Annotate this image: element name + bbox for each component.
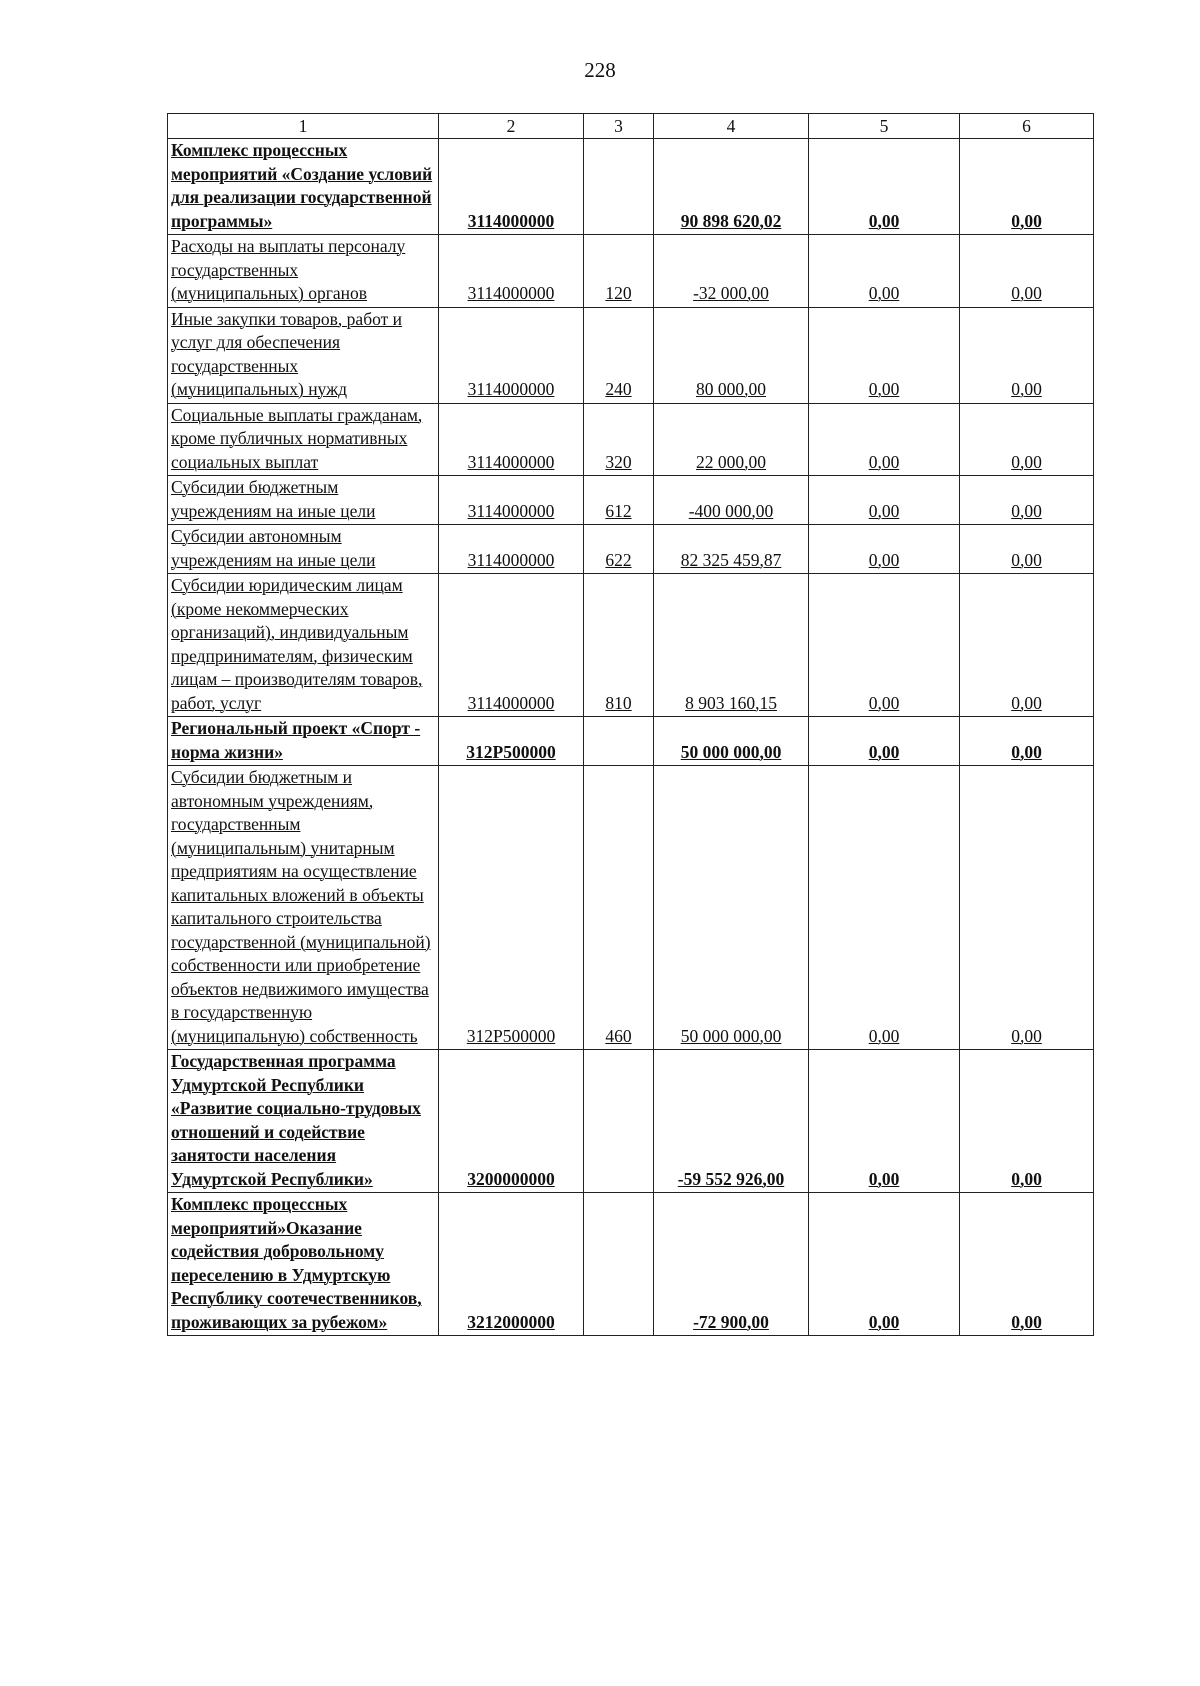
row-target-code: 3114000000 xyxy=(467,451,555,472)
row-name: Субсидии автономным учреждениям на иные цели xyxy=(171,526,376,570)
row-name: Комплекс процессных мероприятий «Создание условий для реализации государственной программы» xyxy=(171,140,433,231)
table-row xyxy=(168,476,1094,525)
table-row xyxy=(168,307,1094,403)
row-target-code: 3114000000 xyxy=(467,210,555,231)
row-name: Субсидии бюджетным учреждениям на иные цели xyxy=(171,477,376,521)
row-target-code: 312P500000 xyxy=(466,741,556,762)
row-expense-type: 120 xyxy=(605,283,632,303)
row-target-code: 3114000000 xyxy=(467,549,555,570)
table-row xyxy=(168,574,1094,717)
row-expense-type: 612 xyxy=(605,500,632,521)
column-header-5: 5 xyxy=(809,114,960,139)
row-expense-type: 320 xyxy=(605,451,632,472)
row-col5-value: 0,00 xyxy=(868,210,900,231)
row-name: Региональный проект «Спорт - норма жизни» xyxy=(171,718,421,762)
row-amount: 8 903 160,15 xyxy=(685,692,777,713)
row-expense-type: 240 xyxy=(605,379,632,399)
column-header-1: 1 xyxy=(168,114,439,139)
table-row xyxy=(168,1050,1094,1193)
row-name: Иные закупки товаров, работ и услуг для обеспечения государственных (муниципальных) нужд xyxy=(171,308,403,399)
table-row xyxy=(168,139,1094,235)
column-header-3: 3 xyxy=(584,114,654,139)
row-col5-value: 0,00 xyxy=(868,283,900,303)
row-target-code: 3114000000 xyxy=(467,500,555,521)
row-col5-value: 0,00 xyxy=(868,451,900,472)
row-col6-value: 0,00 xyxy=(1011,1311,1042,1332)
row-target-code: 3114000000 xyxy=(467,379,555,399)
table-row xyxy=(168,766,1094,1050)
row-name: Субсидии юридическим лицам (кроме некоммерческих организаций), индивидуальным предпринимателям, физическим лицам – производителям товаров, работ, услуг xyxy=(171,575,423,713)
row-col5-value: 0,00 xyxy=(868,549,900,570)
column-header-2: 2 xyxy=(439,114,584,139)
row-name: Социальные выплаты гражданам, кроме публичных нормативных социальных выплат xyxy=(171,404,423,472)
row-amount: 90 898 620,02 xyxy=(680,210,782,231)
row-amount: -72 900,00 xyxy=(693,1311,769,1332)
row-expense-type: 622 xyxy=(605,549,632,570)
row-name: Государственная программа Удмуртской Республики «Развитие социально-трудовых отношений и содействие занятости населения Удмуртской Республики» xyxy=(171,1051,421,1189)
row-col6-value: 0,00 xyxy=(1011,500,1042,521)
row-col5-value: 0,00 xyxy=(868,1311,900,1332)
row-col6-value: 0,00 xyxy=(1011,210,1042,231)
row-name: Расходы на выплаты персоналу государственных (муниципальных) органов xyxy=(171,236,406,303)
row-col5-value: 0,00 xyxy=(868,379,900,399)
row-amount: 80 000,00 xyxy=(696,379,766,399)
table-row xyxy=(168,717,1094,766)
row-expense-type: 460 xyxy=(605,1025,632,1046)
column-header-6: 6 xyxy=(960,114,1094,139)
table-row xyxy=(168,525,1094,574)
row-expense-type: 810 xyxy=(605,692,632,713)
row-target-code: 3114000000 xyxy=(467,283,555,303)
page-number: 228 xyxy=(584,58,616,82)
row-amount: -32 000,00 xyxy=(693,283,769,303)
row-col6-value: 0,00 xyxy=(1011,1025,1042,1046)
table-row xyxy=(168,235,1094,308)
budget-table xyxy=(167,113,1094,1336)
row-amount: -400 000,00 xyxy=(688,500,774,521)
row-col6-value: 0,00 xyxy=(1011,1168,1042,1189)
column-header-4: 4 xyxy=(654,114,809,139)
row-col6-value: 0,00 xyxy=(1011,451,1042,472)
row-col5-value: 0,00 xyxy=(868,692,900,713)
row-amount: -59 552 926,00 xyxy=(677,1168,785,1189)
row-target-code: 3114000000 xyxy=(467,692,555,713)
row-amount: 50 000 000,00 xyxy=(680,1025,782,1046)
table-row xyxy=(168,403,1094,476)
row-target-code: 3212000000 xyxy=(467,1311,555,1332)
row-col5-value: 0,00 xyxy=(868,1025,900,1046)
column-number-row xyxy=(168,114,1094,139)
row-col5-value: 0,00 xyxy=(868,1168,900,1189)
row-col5-value: 0,00 xyxy=(868,500,900,521)
row-amount: 82 325 459,87 xyxy=(680,549,782,570)
row-col6-value: 0,00 xyxy=(1011,283,1042,303)
row-amount: 22 000,00 xyxy=(696,451,766,472)
row-target-code: 3200000000 xyxy=(467,1168,555,1189)
row-amount: 50 000 000,00 xyxy=(680,741,782,762)
table-row xyxy=(168,1193,1094,1336)
row-col6-value: 0,00 xyxy=(1011,549,1042,570)
row-col6-value: 0,00 xyxy=(1011,692,1042,713)
row-name: Комплекс процессных мероприятий»Оказание содействия добровольному переселению в Удмуртскую Республику соотечественников, проживающих за рубежом» xyxy=(171,1194,422,1332)
row-col6-value: 0,00 xyxy=(1011,379,1042,399)
row-name: Субсидии бюджетным и автономным учреждениям, государственным (муниципальным) унитарным предприятиям на осуществление капитальных вложений в объекты капитального строительства государственной (муниципальной) собственности или приобретение объектов недвижимого имущества в государственную (муниципальную) собственность xyxy=(171,767,431,1046)
row-col5-value: 0,00 xyxy=(868,741,900,762)
row-col6-value: 0,00 xyxy=(1011,741,1042,762)
row-target-code: 312P500000 xyxy=(466,1025,556,1046)
